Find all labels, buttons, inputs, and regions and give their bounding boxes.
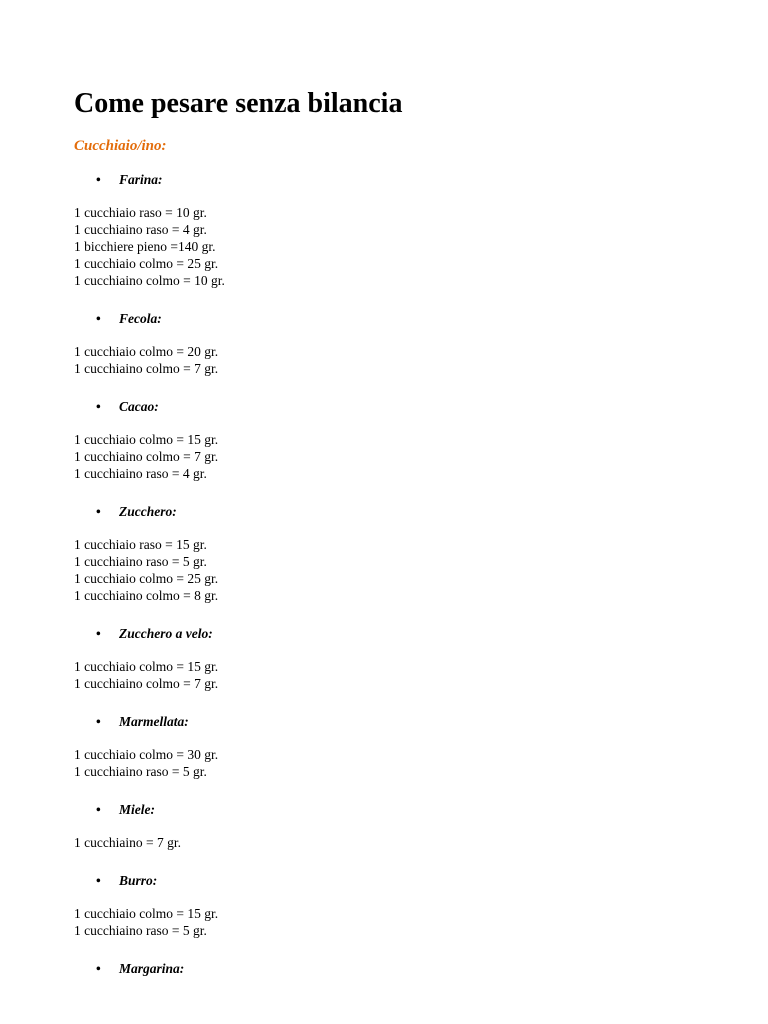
bullet-icon: • — [96, 172, 101, 187]
measurement-list — [74, 536, 754, 604]
measurement-line: 1 cucchiaino colmo = 7 gr. — [74, 676, 219, 691]
bullet-icon: • — [96, 311, 101, 326]
section-label: Fecola: — [119, 311, 162, 326]
measurement-line: 1 cucchiaino = 7 gr. — [74, 835, 181, 850]
section-heading — [74, 959, 754, 979]
measurement-list — [74, 431, 754, 482]
measurement-line: 1 cucchiaino colmo = 10 gr. — [74, 273, 225, 288]
measurement-line: 1 cucchiaino colmo = 8 gr. — [74, 588, 219, 603]
measurement-line: 1 cucchiaino raso = 5 gr. — [74, 764, 207, 779]
measurement-line: 1 cucchiaio colmo = 30 gr. — [74, 747, 219, 762]
measurement-line: 1 cucchiaio raso = 15 gr. — [74, 537, 207, 552]
section-heading — [74, 170, 754, 190]
measurement-line: 1 cucchiaio colmo = 25 gr. — [74, 571, 219, 586]
measurement-line: 1 cucchiaino raso = 5 gr. — [74, 554, 207, 569]
measurement-line: 1 cucchiaio colmo = 20 gr. — [74, 344, 219, 359]
ingredient-sections — [74, 170, 754, 993]
page-title: Come pesare senza bilancia — [74, 88, 403, 119]
section-heading — [74, 397, 754, 417]
measurement-line: 1 cucchiaio colmo = 15 gr. — [74, 432, 219, 447]
section-heading — [74, 309, 754, 329]
measurement-line: 1 cucchiaino raso = 4 gr. — [74, 222, 207, 237]
section-heading — [74, 712, 754, 732]
measurement-line: 1 bicchiere pieno =140 gr. — [74, 239, 216, 254]
bullet-icon: • — [96, 714, 101, 729]
measurement-line: 1 cucchiaino colmo = 7 gr. — [74, 361, 219, 376]
section-label: Zucchero a velo: — [119, 626, 213, 641]
measurement-list — [74, 658, 754, 692]
bullet-icon: • — [96, 399, 101, 414]
measurement-line: 1 cucchiaio raso = 10 gr. — [74, 205, 207, 220]
measurement-list — [74, 746, 754, 780]
section-heading — [74, 871, 754, 891]
bullet-icon: • — [96, 961, 101, 976]
section-label: Marmellata: — [119, 714, 189, 729]
measurement-list — [74, 905, 754, 939]
section-heading — [74, 624, 754, 644]
measurement-line: 1 cucchiaio colmo = 15 gr. — [74, 906, 219, 921]
bullet-icon: • — [96, 873, 101, 888]
measurement-list — [74, 834, 754, 851]
page-subtitle: Cucchiaio/ino: — [74, 138, 167, 154]
section-label: Margarina: — [119, 961, 185, 976]
measurement-list — [74, 343, 754, 377]
section-label: Cacao: — [119, 399, 159, 414]
measurement-line: 1 cucchiaio colmo = 25 gr. — [74, 256, 219, 271]
measurement-line: 1 cucchiaino raso = 5 gr. — [74, 923, 207, 938]
section-label: Burro: — [119, 873, 158, 888]
section-label: Zucchero: — [119, 504, 177, 519]
bullet-icon: • — [96, 802, 101, 817]
measurement-line: 1 cucchiaino colmo = 7 gr. — [74, 449, 219, 464]
section-label: Farina: — [119, 172, 163, 187]
bullet-icon: • — [96, 504, 101, 519]
section-label: Miele: — [119, 802, 155, 817]
bullet-icon: • — [96, 626, 101, 641]
section-heading — [74, 800, 754, 820]
measurement-line: 1 cucchiaio colmo = 15 gr. — [74, 659, 219, 674]
section-heading — [74, 502, 754, 522]
measurement-list — [74, 204, 754, 289]
measurement-line: 1 cucchiaino raso = 4 gr. — [74, 466, 207, 481]
